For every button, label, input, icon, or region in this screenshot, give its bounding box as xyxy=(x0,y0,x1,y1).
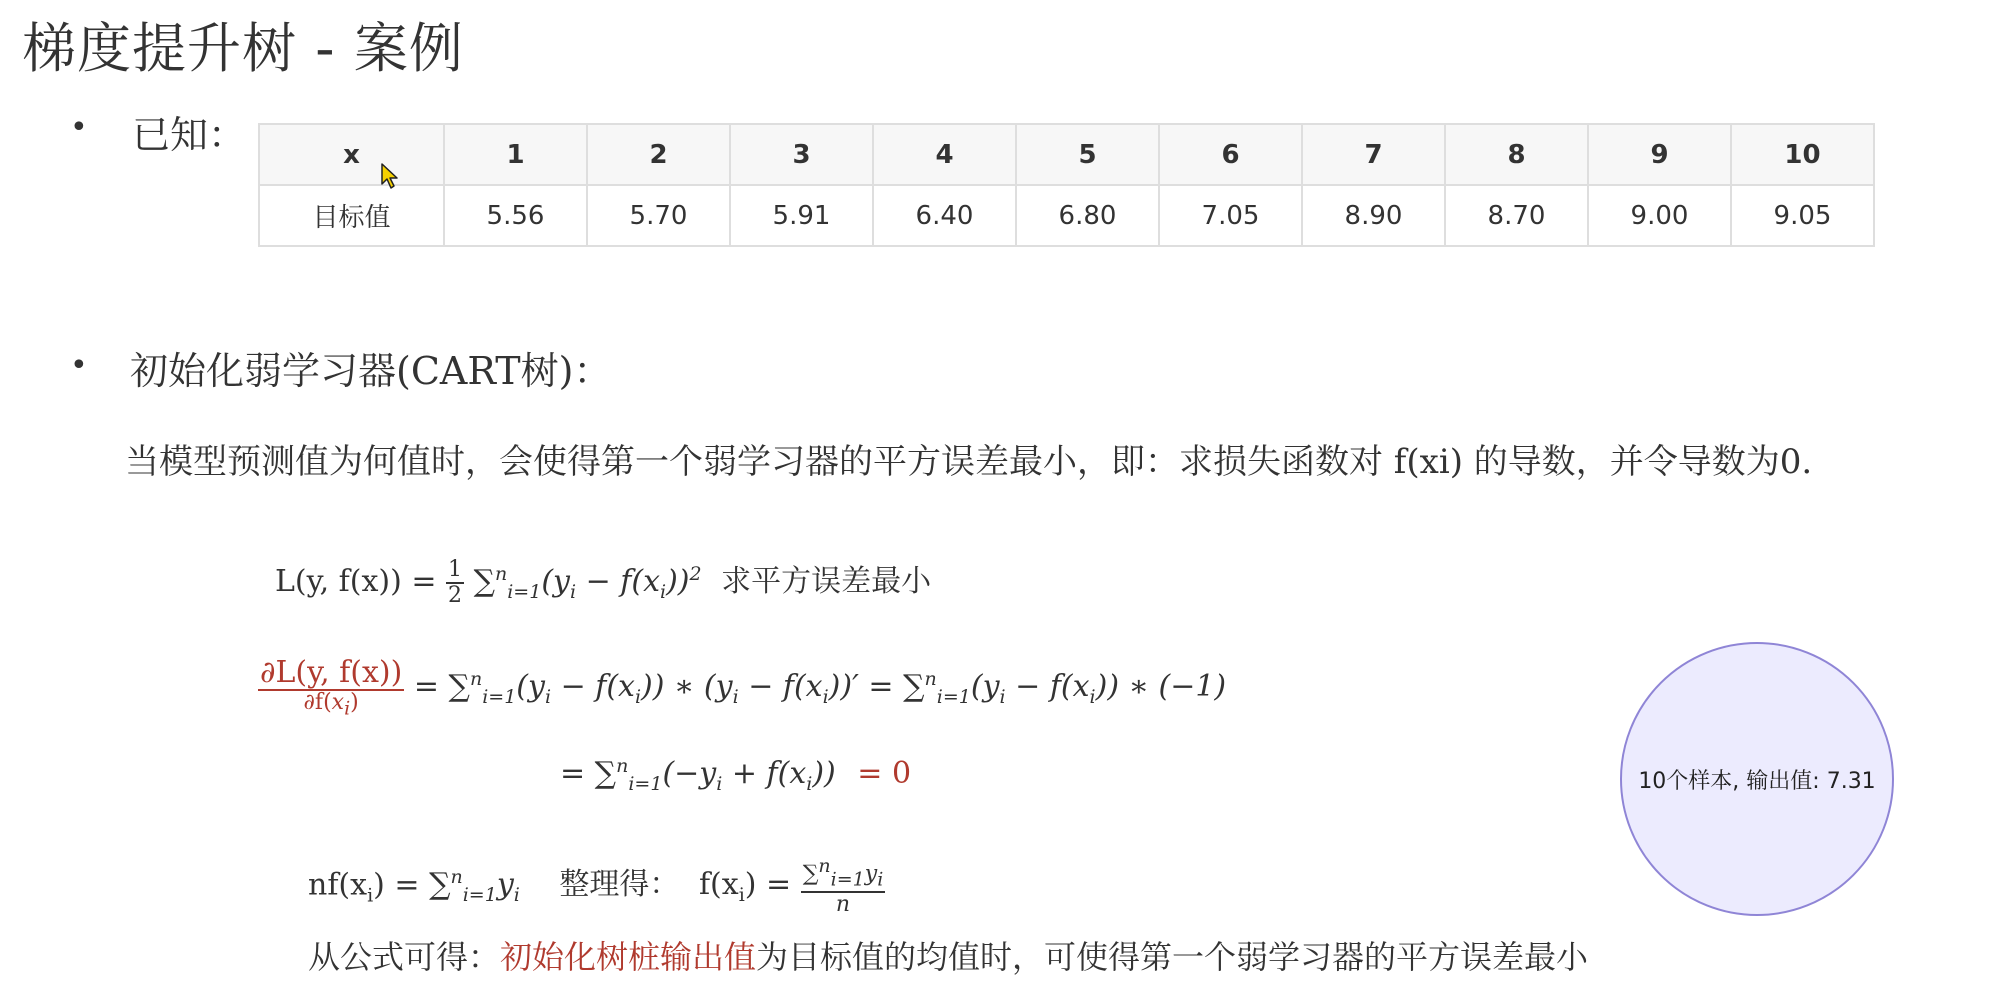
table-header-cell: 2 xyxy=(587,124,730,185)
bullet-dot: • xyxy=(70,110,88,145)
table-header-cell: 6 xyxy=(1159,124,1302,185)
page-title: 梯度提升树 - 案例 xyxy=(22,17,464,80)
table-cell: 7.05 xyxy=(1159,185,1302,246)
conclusion-suffix: 为目标值的均值时，可使得第一个弱学习器的平方误差最小 xyxy=(756,938,1589,976)
table-cell: 8.70 xyxy=(1445,185,1588,246)
table-header-cell: 5 xyxy=(1016,124,1159,185)
init-learner-label: 初始化弱学习器(CART树)： xyxy=(130,349,612,393)
data-table xyxy=(258,123,1875,247)
node-label: 10个样本, 输出值: 7.31 xyxy=(1638,768,1876,794)
bullet-dot: • xyxy=(70,348,88,383)
table-cell: 6.80 xyxy=(1016,185,1159,246)
known-label: 已知： xyxy=(132,113,247,157)
table-header-cell: 3 xyxy=(730,124,873,185)
table-header-row xyxy=(259,124,1874,185)
table-header-cell: 8 xyxy=(1445,124,1588,185)
derivative-sum-formula: = $\sum^n_{i=1}(-y_i + f(x_i)) = 0$ xyxy=(560,755,912,795)
loss-note: 求平方误差最小 xyxy=(721,564,932,599)
solution-formula: $nf(x_i) = \sum^n_{i=1}y_i$ 整理得： $f(x_i)$ = $\frac{\sum^n_{i=1}y_i}{n}$ xyxy=(308,855,884,917)
table-cell: 9.05 xyxy=(1731,185,1874,246)
table-cell: 6.40 xyxy=(873,185,1016,246)
mouse-cursor-icon xyxy=(380,162,402,190)
conclusion-highlight: 初始化树桩输出值 xyxy=(500,938,757,976)
loss-formula: L(y, f(x)) = $\frac{1}{2}$ $\sum^n_{i=1}(y_i - f(x_i))^2$ 求平方误差最小 xyxy=(275,556,932,608)
rearrange-label: 整理得： xyxy=(559,867,680,903)
table-header-cell: 9 xyxy=(1588,124,1731,185)
table-cell: 8.90 xyxy=(1302,185,1445,246)
table-header-cell: 10 xyxy=(1731,124,1874,185)
mean-fraction: $\frac{\sum^n_{i=1}y_i}{n}$ xyxy=(802,855,884,917)
table-cell: 9.00 xyxy=(1588,185,1731,246)
conclusion-text xyxy=(308,932,1588,978)
table-header-cell: 1 xyxy=(444,124,587,185)
table-row-label: 目标值 xyxy=(259,185,444,246)
table-cell: 5.70 xyxy=(587,185,730,246)
table-row xyxy=(259,185,1874,246)
half-fraction: $\frac{1}{2}$ xyxy=(448,556,463,608)
derivative-formula: $\frac{\partial L(y, f(x))}{\partial f(x_i)}$ = $\sum^n_{i=1}(y_i - f(x_i))$ ∗ $(y_i - f(x_i))' = \sum^n_{i=1}(y_i - f(x_i))$ ∗ (−1) xyxy=(260,655,1227,720)
table-cell: 5.91 xyxy=(730,185,873,246)
tree-stump-node xyxy=(1620,642,1894,916)
table-header-cell: 4 xyxy=(873,124,1016,185)
table-header-cell: x xyxy=(259,124,444,185)
partial-derivative-fraction: $\frac{\partial L(y, f(x))}{\partial f(x_i)}$ xyxy=(260,655,403,720)
table-cell: 5.56 xyxy=(444,185,587,246)
equals-zero: = 0 xyxy=(857,756,912,791)
table-header-cell: 7 xyxy=(1302,124,1445,185)
conclusion-prefix: 从公式可得： xyxy=(308,938,501,976)
description-text: 当模型预测值为何值时，会使得第一个弱学习器的平方误差最小，即：求损失函数对 f(xi) 的导数，并令导数为0. xyxy=(125,442,1813,482)
